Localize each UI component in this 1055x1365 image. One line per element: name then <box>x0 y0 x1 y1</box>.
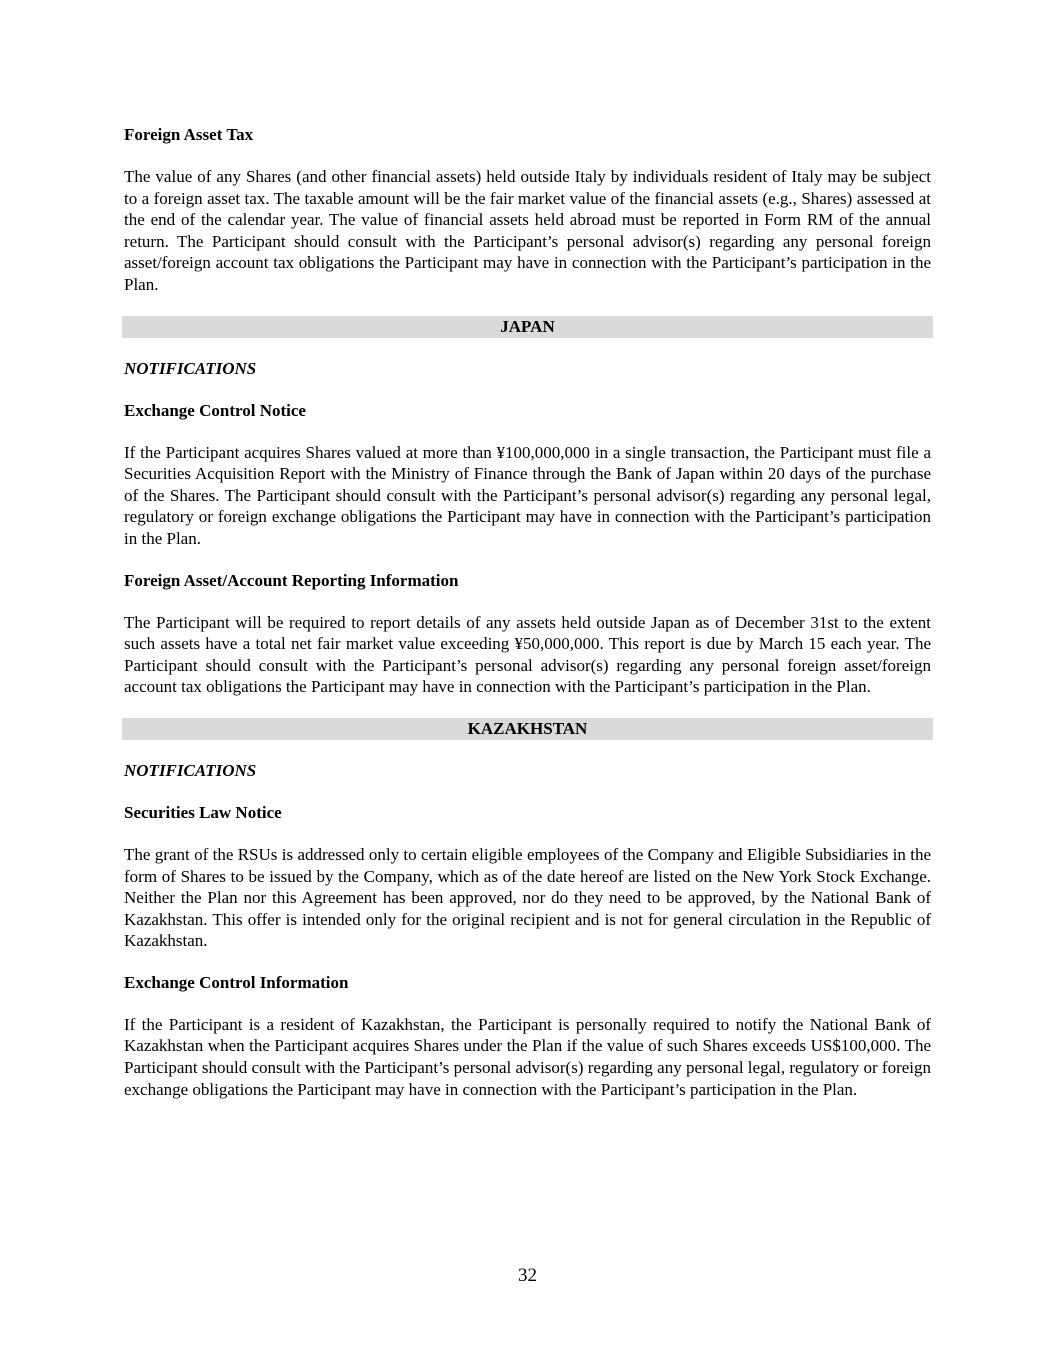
kazakhstan-exchange-control-heading: Exchange Control Information <box>124 972 349 992</box>
spacer <box>124 296 931 316</box>
foreign-asset-tax-heading: Foreign Asset Tax <box>124 125 254 144</box>
country-header-japan: JAPAN <box>122 316 933 338</box>
kazakhstan-securities-law-heading: Securities Law Notice <box>124 802 282 822</box>
spacer <box>124 698 931 718</box>
japan-foreign-asset-reporting-heading: Foreign Asset/Account Reporting Information <box>124 570 459 590</box>
spacer <box>124 782 931 802</box>
spacer <box>124 338 931 358</box>
spacer <box>124 380 931 400</box>
country-header-kazakhstan: KAZAKHSTAN <box>122 718 933 740</box>
spacer <box>124 592 931 612</box>
spacer <box>124 994 931 1014</box>
kazakhstan-exchange-control-body: If the Participant is a resident of Kazakhstan, the Participant is personally required to notify the National Bank of Kazakhstan when the Participant acquires Shares under the Plan if the value of such Shares exceeds US$100,000. The Participant should consult with the Participant’s personal advisor(s) regarding any personal legal, regulatory or foreign exchange obligations the Participant may have in connection with the Participant’s participation in the Plan. <box>124 1014 931 1099</box>
spacer <box>124 952 931 972</box>
japan-exchange-control-heading: Exchange Control Notice <box>124 400 306 420</box>
japan-notifications-label: NOTIFICATIONS <box>124 358 257 378</box>
page-number: 32 <box>518 1265 537 1286</box>
kazakhstan-notifications-label: NOTIFICATIONS <box>124 760 257 780</box>
japan-exchange-control-body: If the Participant acquires Shares valued at more than ¥100,000,000 in a single transaction, the Participant must file a Securities Acquisition Report with the Ministry of Finance through the Bank of Japan within 20 days of the purchase of the Shares. The Participant should consult with the Participant’s personal advisor(s) regarding any personal legal, regulatory or foreign exchange obligations the Participant may have in connection with the Participant’s participation in the Plan. <box>124 442 931 548</box>
spacer <box>124 824 931 844</box>
kazakhstan-securities-law-body: The grant of the RSUs is addressed only to certain eligible employees of the Company and Eligible Subsidiaries in the form of Shares to be issued by the Company, which as of the date hereof are listed on the New York Stock Exchange. Neither the Plan nor this Agreement has been approved, nor do they need to be approved, by the National Bank of Kazakhstan. This offer is intended only for the original recipient and is not for general circulation in the Republic of Kazakhstan. <box>124 844 931 951</box>
foreign-asset-tax-body: The value of any Shares (and other financial assets) held outside Italy by individuals resident of Italy may be subject to a foreign asset tax. The taxable amount will be the fair market value of the financial assets (e.g., Shares) assessed at the end of the calendar year. The value of financial assets held abroad must be reported in Form RM of the annual return. The Participant should consult with the Participant’s personal advisor(s) regarding any personal foreign asset/foreign account tax obligations the Participant may have in connection with the Participant’s participation in the Plan. <box>124 167 931 294</box>
japan-foreign-asset-reporting-body: The Participant will be required to report details of any assets held outside Japan as of December 31st to the extent such assets have a total net fair market value exceeding ¥50,000,000. This report is due by March 15 each year. The Participant should consult with the Participant’s personal advisor(s) regarding any personal foreign asset/foreign account tax obligations the Participant may have in connection with the Participant’s participation in the Plan. <box>124 612 931 697</box>
spacer <box>124 550 931 570</box>
spacer <box>124 146 931 166</box>
spacer <box>124 422 931 442</box>
spacer <box>124 740 931 760</box>
document-page <box>124 124 931 1100</box>
